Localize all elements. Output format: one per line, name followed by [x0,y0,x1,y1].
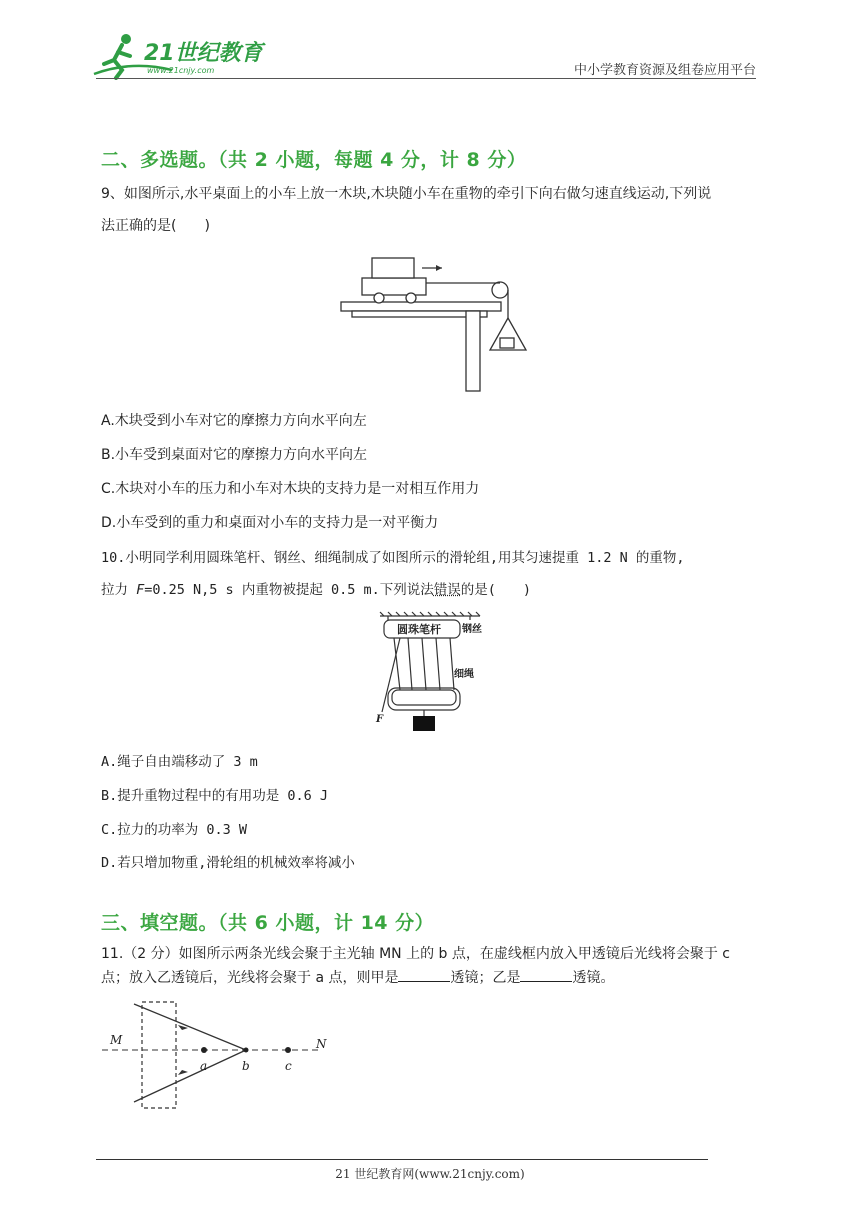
platform-name: 中小学教育资源及组卷应用平台 [573,63,756,78]
svg-text:细绳: 细绳 [454,669,474,680]
section-title-fill-in: 三、填空题。（共 6 小题，计 14 分） [101,912,435,934]
svg-text:N: N [316,1037,327,1051]
figure-cart-pulley [338,250,528,395]
q9-option-a[interactable]: A.木块受到小车对它的摩擦力方向水平向左 [101,413,367,429]
q10-option-d[interactable]: D.若只增加物重,滑轮组的机械效率将减小 [101,855,355,871]
answer-blank-2[interactable] [520,967,572,982]
section-title-multiple-choice: 二、多选题。（共 2 小题，每题 4 分，计 8 分） [101,149,527,171]
figure-converging-lenses [100,998,340,1113]
header-divider [96,78,756,79]
svg-text:a: a [200,1059,208,1073]
question-9-text: 9、如图所示,水平桌面上的小车上放一木块,木块随小车在重物的牵引下向右做匀速直线运动,下列说 法正确的是( ) [101,186,712,234]
q9-option-c[interactable]: C.木块对小车的压力和小车对木块的支持力是一对相互作用力 [101,481,480,497]
q9-option-b[interactable]: B.小车受到桌面对它的摩擦力方向水平向左 [101,447,368,463]
q9-option-d[interactable]: D.小车受到的重力和桌面对小车的支持力是一对平衡力 [101,515,439,531]
svg-text:c: c [285,1059,292,1073]
question-10-text: 10.小明同学利用圆珠笔杆、钢丝、细绳制成了如图所示的滑轮组,用其匀速提重 1.2 N 的重物, 拉力 F=0.25 N,5 s 内重物被提起 0.5 m.下列说法错误的是( ) [101,550,685,598]
footer-text: 21 世纪教育网(www.21cnjy.com) [335,1167,525,1181]
footer-divider [96,1159,708,1160]
figure-pulley-system [370,610,520,735]
svg-text:F: F [376,714,384,725]
svg-text:钢丝: 钢丝 [462,624,482,635]
q10-option-a[interactable]: A.绳子自由端移动了 3 m [101,754,258,770]
answer-blank-1[interactable] [398,967,450,982]
q10-option-c[interactable]: C.拉力的功率为 0.3 W [101,822,248,838]
svg-text:www.21cnjy.com: www.21cnjy.com [147,66,215,75]
svg-text:21世纪教育: 21世纪教育 [144,41,263,66]
svg-text:b: b [242,1059,250,1073]
q10-option-b[interactable]: B.提升重物过程中的有用功是 0.6 J [101,788,329,804]
svg-text:M: M [110,1033,123,1047]
site-logo [92,30,267,80]
question-11-text: 11.（2 分）如图所示两条光线会聚于主光轴 MN 上的 b 点，在虚线框内放入甲透镜后光线将会聚于 c 点；放入乙透镜后，光线将会聚于 a 点，则甲是 透镜；乙是 透镜。 [101,946,731,986]
svg-text:圆珠笔杆: 圆珠笔杆 [397,623,441,636]
